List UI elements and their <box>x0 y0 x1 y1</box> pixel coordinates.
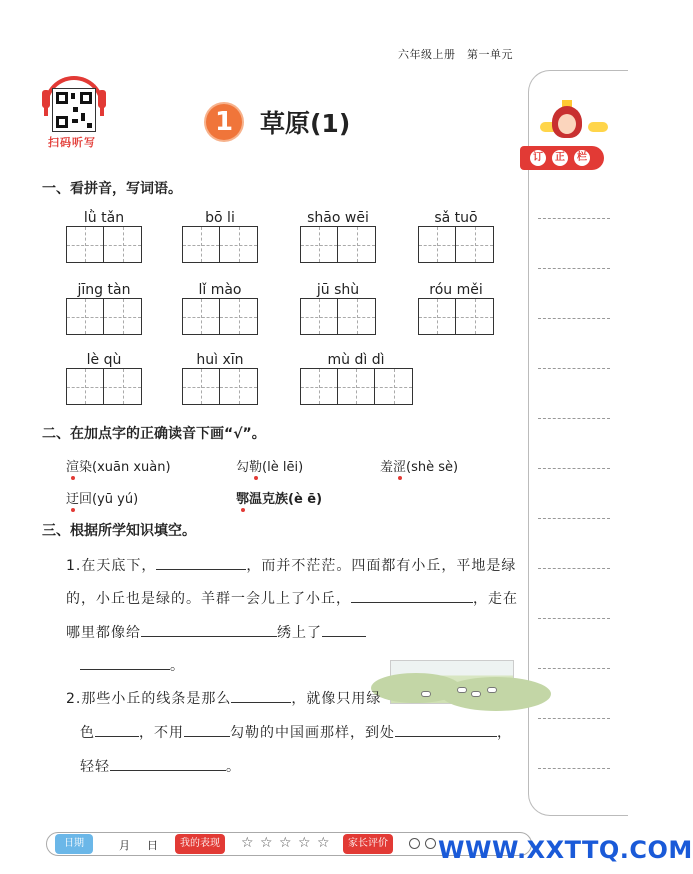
section-3-title: 三、根据所学知识填空。 <box>42 523 196 539</box>
tianzige-box[interactable] <box>418 298 494 335</box>
pinyin-label: sǎ tuō <box>434 210 478 226</box>
star-rating[interactable]: ☆ ☆ ☆ ☆ ☆ <box>241 835 331 851</box>
neutral-face-icon[interactable] <box>425 838 436 849</box>
answer-blank[interactable] <box>95 723 139 737</box>
grade-unit-label: 六年级上册 第一单元 <box>398 48 513 61</box>
grassland-illustration <box>390 660 514 704</box>
pinyin-label: lǐ mào <box>198 282 242 298</box>
reading-choice[interactable]: 羞涩(shè sè) <box>380 456 458 475</box>
reading-choice[interactable]: 鄂温克族(è ē) <box>236 488 322 507</box>
correction-badge <box>520 146 604 170</box>
question-1-line-3: 哪里都像给 绣上了 <box>66 622 366 642</box>
question-2-line-3: 轻轻 。 <box>80 759 241 775</box>
correction-line[interactable] <box>538 568 610 569</box>
correction-sidebar <box>528 70 628 816</box>
correction-line[interactable] <box>538 668 610 669</box>
tianzige-box[interactable] <box>66 298 142 335</box>
pinyin-label: huì xīn <box>196 352 244 368</box>
reading-choice[interactable]: 渲染(xuān xuàn) <box>66 456 171 475</box>
reading-choice[interactable]: 勾勒(lè lēi) <box>236 456 303 475</box>
month-label[interactable]: 月 <box>119 839 130 852</box>
dotted-char: 迂 <box>66 488 79 507</box>
question-1-line-4: 。 <box>80 655 185 675</box>
question-2-line-2: 色 ，不用 勾勒的中国画那样，到处 ， <box>80 725 512 741</box>
answer-blank[interactable] <box>184 723 230 737</box>
tianzige-box[interactable] <box>182 226 258 263</box>
tianzige-box[interactable] <box>418 226 494 263</box>
answer-blank[interactable] <box>322 623 366 637</box>
tianzige-box[interactable] <box>300 226 376 263</box>
tianzige-box[interactable] <box>182 298 258 335</box>
answer-blank[interactable] <box>80 656 170 670</box>
question-1-line-1: 1.在天底下， ，而并不茫茫。四面都有小丘，平地是绿 <box>66 558 517 574</box>
dotted-char: 涩 <box>393 456 406 475</box>
tianzige-box[interactable] <box>66 368 142 405</box>
correction-line[interactable] <box>538 718 610 719</box>
correction-line[interactable] <box>538 618 610 619</box>
cloud-icon <box>588 122 608 132</box>
question-2-line-1: 2.那些小丘的线条是那么 ，就像只用绿 <box>66 691 382 707</box>
correction-line[interactable] <box>538 318 610 319</box>
correction-line[interactable] <box>538 518 610 519</box>
answer-blank[interactable] <box>141 623 277 637</box>
correction-line[interactable] <box>538 768 610 769</box>
date-label: 日期 <box>55 834 93 854</box>
pinyin-label: róu měi <box>429 282 483 298</box>
question-1-line-2: 的，小丘也是绿的。羊群一会儿上了小丘， ，走在 <box>66 591 518 607</box>
dotted-char: 勒 <box>249 456 262 475</box>
tianzige-box[interactable] <box>66 226 142 263</box>
answer-blank[interactable] <box>351 589 473 603</box>
answer-blank[interactable] <box>156 556 246 570</box>
correction-line[interactable] <box>538 418 610 419</box>
pinyin-label: lǜ tǎn <box>83 210 125 226</box>
section-2-title: 二、在加点字的正确读音下画“√”。 <box>42 426 266 442</box>
badge-char: 栏 <box>574 150 590 166</box>
tianzige-box[interactable] <box>300 368 413 405</box>
answer-blank[interactable] <box>110 757 226 771</box>
smile-face-icon[interactable] <box>409 838 420 849</box>
dotted-char: 鄂 <box>236 488 249 507</box>
dotted-char: 渲 <box>66 456 79 475</box>
page-title: 草原(1) <box>260 109 351 138</box>
watermark: WWW.XXTTQ.COM <box>438 836 693 864</box>
correction-line[interactable] <box>538 218 610 219</box>
pinyin-label: jīng tàn <box>77 282 131 298</box>
badge-char: 订 <box>530 150 546 166</box>
performance-label: 我的表现 <box>175 834 225 854</box>
qr-code[interactable] <box>52 88 96 132</box>
scan-listen-label: 扫码听写 <box>48 136 96 149</box>
pinyin-label: mù dì dì <box>327 352 385 368</box>
section-1-title: 一、看拼音，写词语。 <box>42 181 182 197</box>
correction-line[interactable] <box>538 468 610 469</box>
correction-line[interactable] <box>538 368 610 369</box>
girl-face-icon <box>558 114 576 134</box>
pinyin-label: bō li <box>205 210 235 226</box>
tianzige-box[interactable] <box>182 368 258 405</box>
answer-blank[interactable] <box>231 689 291 703</box>
right-ear-icon <box>98 90 106 108</box>
correction-line[interactable] <box>538 268 610 269</box>
parent-eval-label: 家长评价 <box>343 834 393 854</box>
day-label[interactable]: 日 <box>147 839 158 852</box>
pinyin-label: shāo wēi <box>307 210 369 226</box>
pinyin-label: jū shù <box>316 282 360 298</box>
answer-blank[interactable] <box>395 723 497 737</box>
badge-char: 正 <box>552 150 568 166</box>
lesson-number-badge: 1 <box>206 104 242 140</box>
reading-choice[interactable]: 迂回(yū yú) <box>66 488 138 507</box>
pinyin-label: lè qù <box>86 352 122 368</box>
tianzige-box[interactable] <box>300 298 376 335</box>
left-ear-icon <box>42 90 50 108</box>
